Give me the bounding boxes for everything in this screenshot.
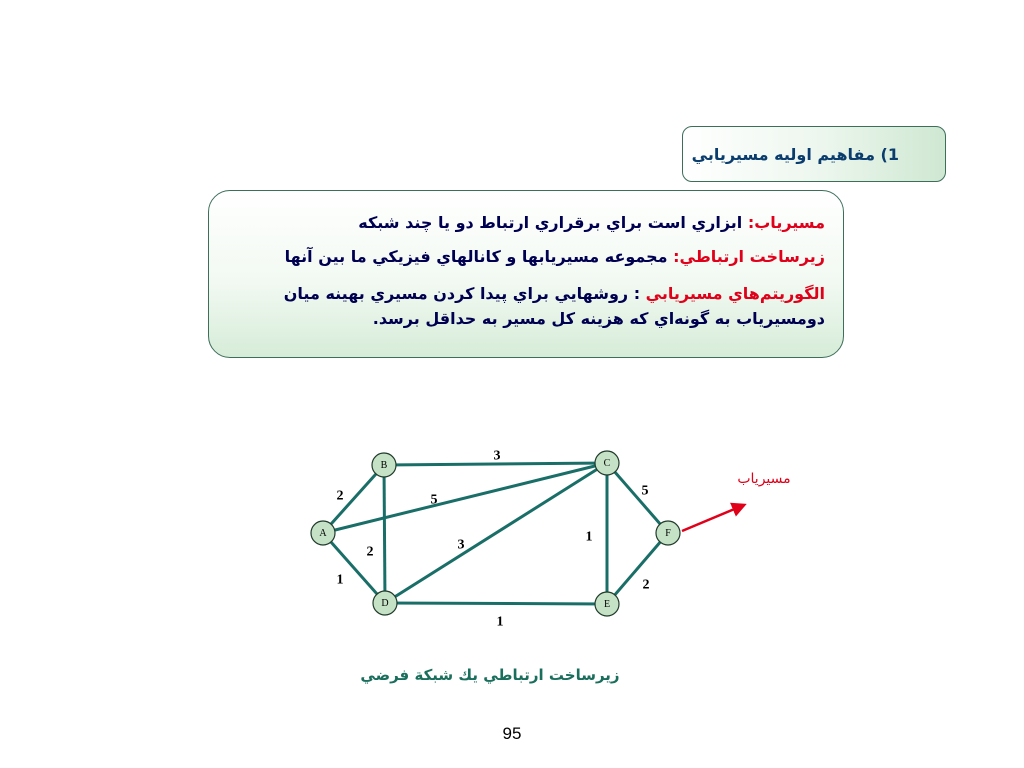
edge-weight-d-e: 1 (496, 614, 504, 630)
router-node-d (373, 591, 397, 615)
edge-weight-b-d: 2 (366, 544, 374, 560)
edge-weight-b-c: 3 (493, 448, 501, 464)
router-node-f (656, 521, 680, 545)
edge-b-d (384, 465, 385, 603)
edge-weight-e-f: 2 (642, 577, 650, 593)
router-node-label: D (381, 598, 389, 609)
edge-weight-a-d: 1 (336, 572, 344, 588)
edge-weight-c-f: 5 (641, 483, 649, 499)
edge-weight-c-d: 3 (457, 537, 465, 553)
edge-weight-a-c: 5 (430, 492, 438, 508)
edge-weight-a-b: 2 (336, 488, 344, 504)
router-node-label: C (603, 458, 611, 469)
slide-title: 1) مفاهيم اوليه مسيريابي (691, 144, 899, 164)
edge-d-e (385, 603, 607, 604)
router-node-a (311, 521, 335, 545)
definition-text: مجموعه مسيريابها و كانالهاي فيزيكي ما بين آنها (284, 247, 674, 266)
edge-a-d (323, 533, 385, 603)
definition-text: ابزاري است براي برقراري ارتباط دو يا چند شبكه (358, 213, 748, 232)
router-node-label: B (380, 460, 388, 471)
diagram-caption: زيرساخت ارتباطي يك شبكة فرضي (360, 666, 620, 684)
router-node-b (372, 453, 396, 477)
definition-text: : روشهايي براي پيدا كردن مسيري بهينه ميان دومسيرياب به گونه‌اي كه هزينه كل مسير به حداقل برسد. (283, 284, 825, 328)
router-node-label: F (665, 528, 671, 539)
router-arrow (682, 505, 744, 531)
definition-term: زيرساخت ارتباطي: (673, 247, 825, 266)
edge-a-c (323, 463, 607, 533)
router-node-label: E (603, 599, 611, 610)
edge-a-b (323, 465, 384, 533)
definition-term: مسيرياب: (747, 213, 825, 232)
router-node-c (595, 451, 619, 475)
router-label: مسيرياب (737, 471, 791, 487)
page-number: 95 (502, 724, 522, 743)
edge-c-f (607, 463, 668, 533)
router-node-e (595, 592, 619, 616)
definition-term: الگوريتم‌هاي مسيريابي (645, 284, 825, 303)
edge-e-f (607, 533, 668, 604)
edge-weight-c-e: 1 (585, 529, 593, 545)
edge-c-d (385, 463, 607, 603)
router-node-label: A (319, 528, 327, 539)
